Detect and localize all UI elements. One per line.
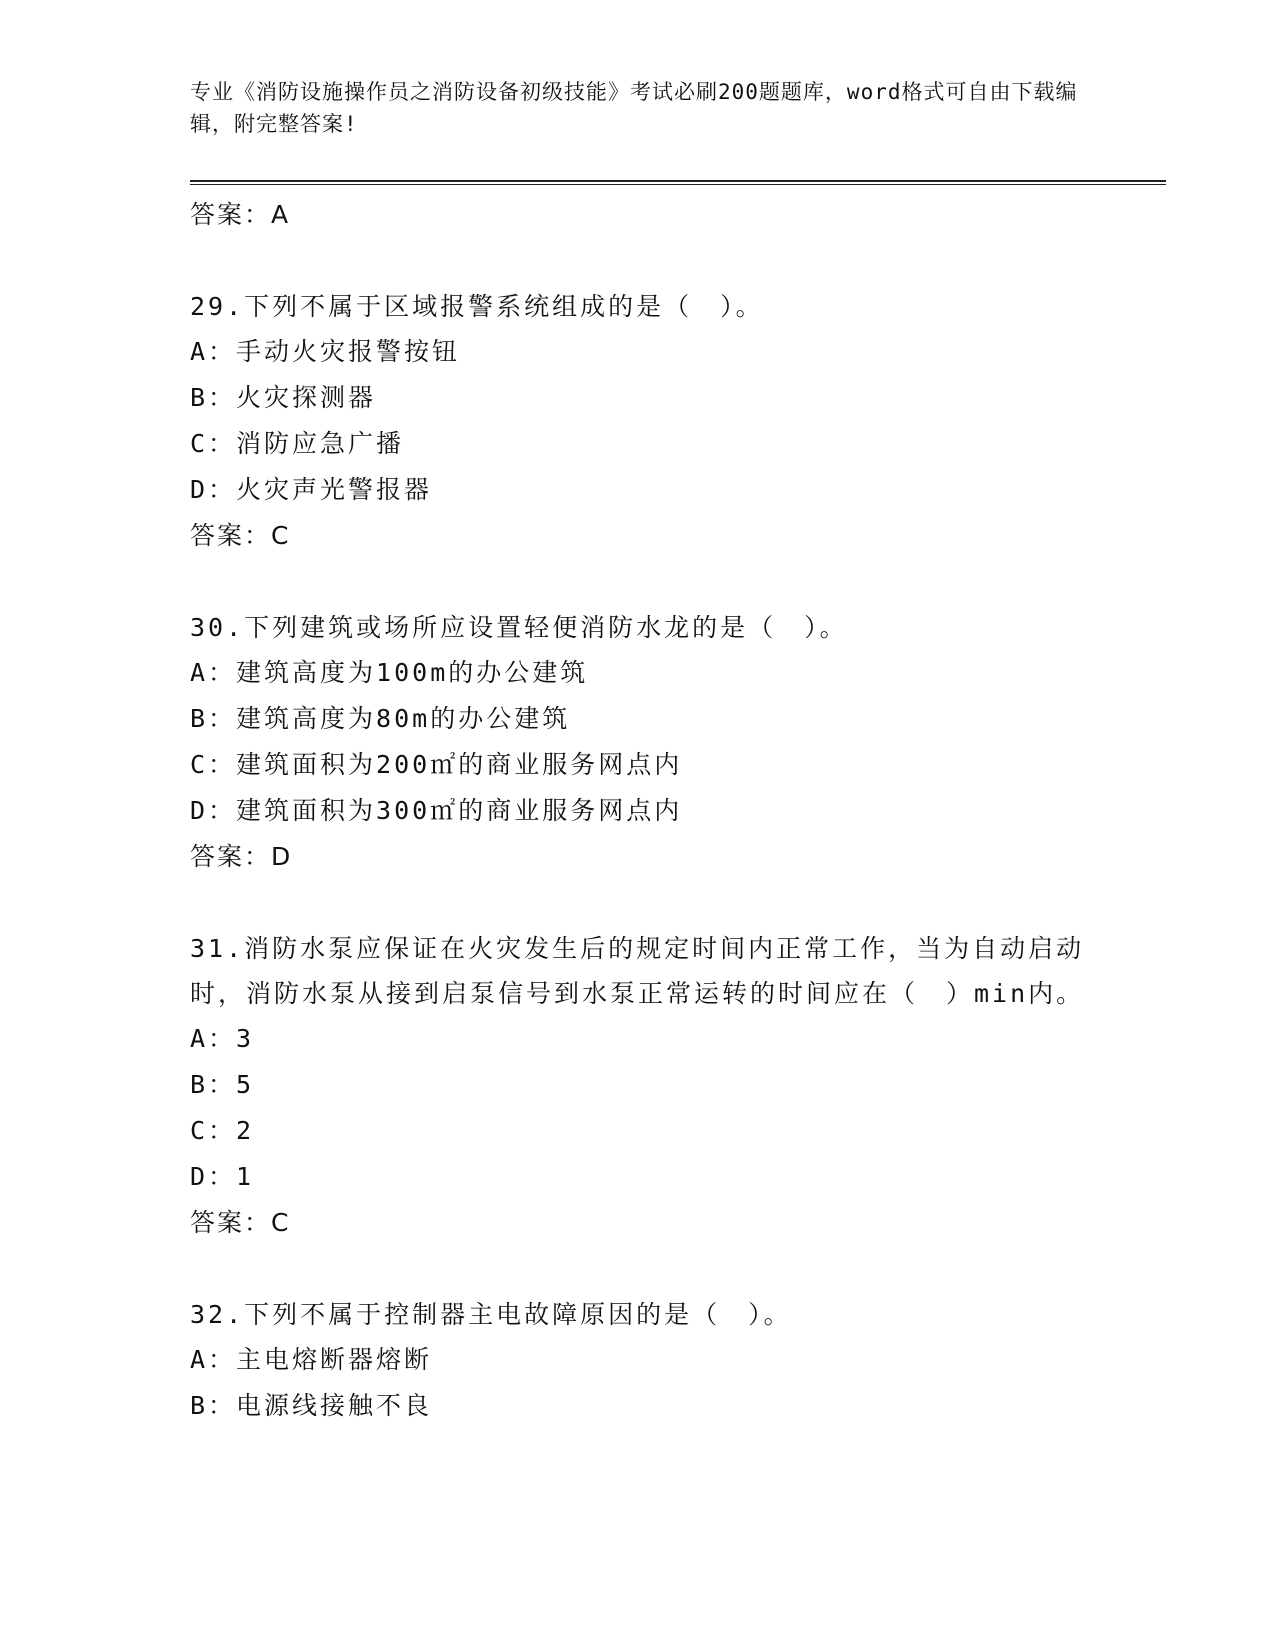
header-rule-thin bbox=[190, 184, 1166, 185]
question-block bbox=[190, 926, 1090, 1245]
option-d: D：建筑面积为300㎡的商业服务网点内 bbox=[190, 796, 683, 825]
option-b: B：电源线接触不良 bbox=[190, 1391, 433, 1420]
option-c: C：建筑面积为200㎡的商业服务网点内 bbox=[190, 750, 683, 779]
header-rule-thick bbox=[190, 180, 1166, 182]
spacer bbox=[190, 558, 1090, 605]
spacer bbox=[190, 237, 1090, 284]
answer-line: 答案：C bbox=[190, 521, 291, 550]
question-block bbox=[190, 1292, 1090, 1429]
question-stem: 31.消防水泵应保证在火灾发生后的规定时间内正常工作，当为自动启动时，消防水泵从接到启泵信号到水泵正常运转的时间应在（ ）min内。 bbox=[190, 934, 1085, 1008]
question-stem: 30.下列建筑或场所应设置轻便消防水龙的是（ ）。 bbox=[190, 613, 848, 642]
option-b: B：火灾探测器 bbox=[190, 383, 377, 412]
option-a: A：3 bbox=[190, 1024, 255, 1053]
option-a: A：主电熔断器熔断 bbox=[190, 1345, 433, 1374]
option-a: A：建筑高度为100m的办公建筑 bbox=[190, 658, 589, 687]
option-d: D：1 bbox=[190, 1162, 255, 1191]
option-c: C：2 bbox=[190, 1116, 255, 1145]
option-c: C：消防应急广播 bbox=[190, 429, 405, 458]
question-stem: 32.下列不属于控制器主电故障原因的是（ ）。 bbox=[190, 1300, 792, 1329]
question-stem: 29.下列不属于区域报警系统组成的是（ ）。 bbox=[190, 292, 764, 321]
spacer bbox=[190, 1245, 1090, 1292]
option-a: A：手动火灾报警按钮 bbox=[190, 337, 461, 366]
page-header: 专业《消防设施操作员之消防设备初级技能》考试必刷200题题库，word格式可自由下载编辑，附完整答案! bbox=[190, 80, 1078, 136]
answer-line: 答案：D bbox=[190, 842, 293, 871]
spacer bbox=[190, 879, 1090, 926]
option-b: B：5 bbox=[190, 1070, 255, 1099]
question-block bbox=[190, 605, 1090, 879]
answer-line: 答案：C bbox=[190, 1208, 291, 1237]
answer-line: 答案：A bbox=[190, 200, 291, 229]
option-b: B：建筑高度为80m的办公建筑 bbox=[190, 704, 571, 733]
question-list bbox=[190, 192, 1090, 1429]
question-block bbox=[190, 284, 1090, 558]
option-d: D：火灾声光警报器 bbox=[190, 475, 433, 504]
